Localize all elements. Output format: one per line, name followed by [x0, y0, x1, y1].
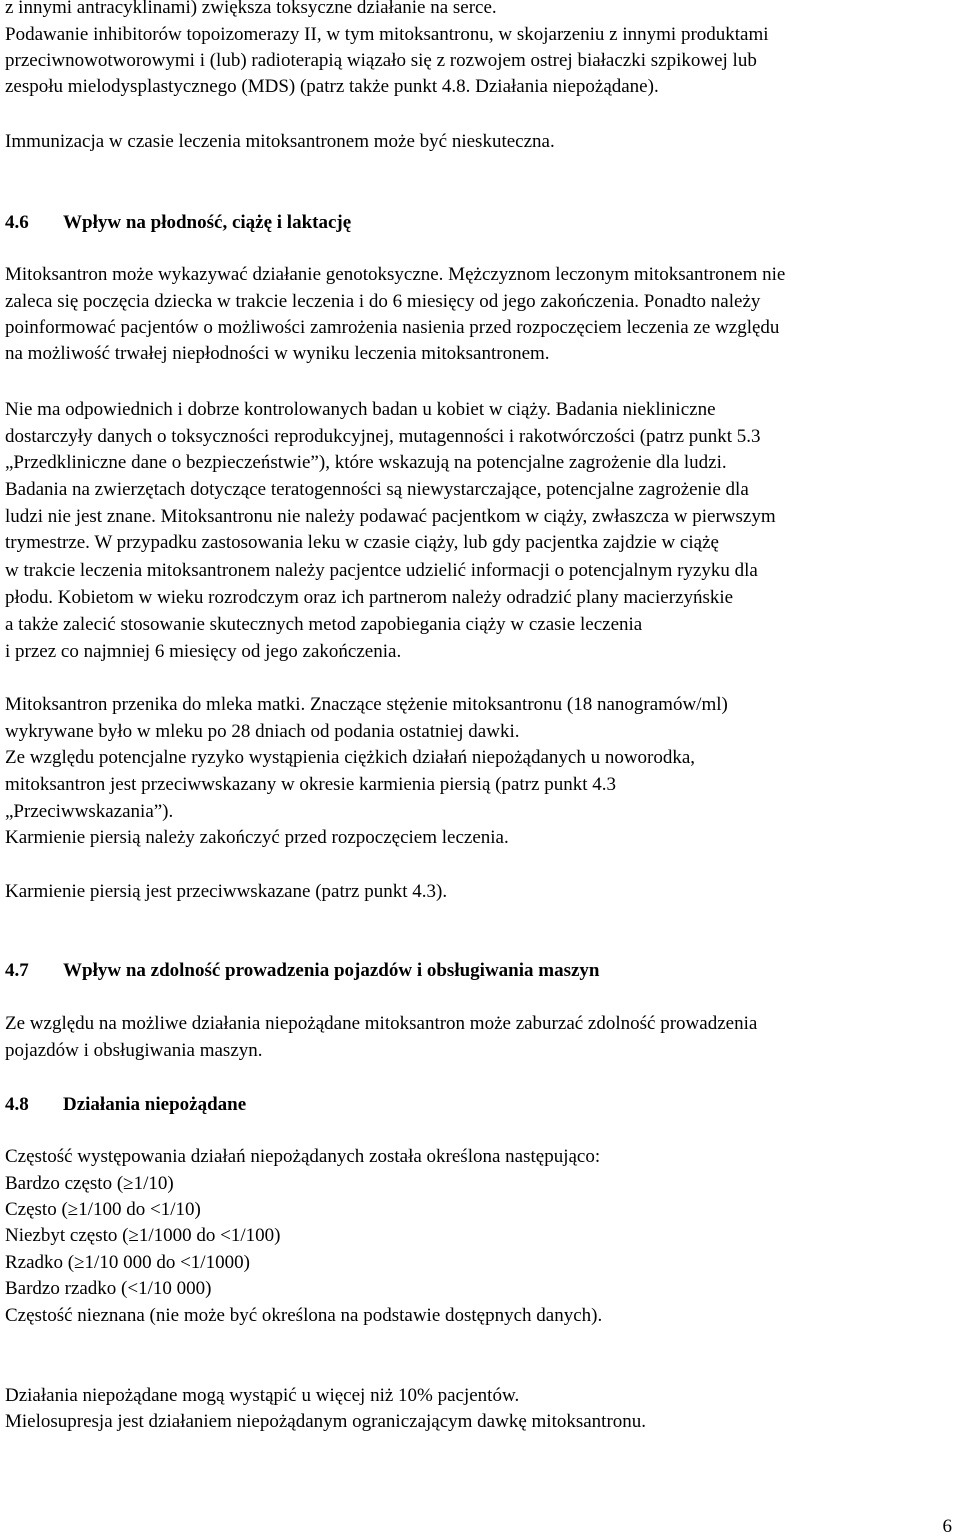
- text-line: Ze względu potencjalne ryzyko wystąpienia ciężkich działań niepożądanych u noworodka,: [5, 747, 696, 768]
- text-line: płodu. Kobietom w wieku rozrodczym oraz ich partnerom należy odradzić plany macierzyńskie: [5, 587, 734, 608]
- section-heading-4-7: [5, 958, 599, 984]
- text-line: z innymi antracyklinami) zwiększa toksyczne działanie na serce.: [5, 0, 497, 18]
- text-line: Mitoksantron przenika do mleka matki. Znaczące stężenie mitoksantronu (18 nanogramów/ml): [5, 694, 728, 715]
- frequency-item: Bardzo rzadko (<1/10 000): [5, 1278, 212, 1299]
- frequency-item: Niezbyt często (≥1/1000 do <1/100): [5, 1225, 281, 1246]
- page-number: 6: [942, 1516, 952, 1537]
- text-line: wykrywane było w mleku po 28 dniach od podania ostatniej dawki.: [5, 721, 520, 742]
- text-line: poinformować pacjentów o możliwości zamrożenia nasienia przed rozpoczęciem leczenia ze względu: [5, 317, 780, 338]
- text-line: i przez co najmniej 6 miesięcy od jego zakończenia.: [5, 641, 402, 662]
- text-line: „Przeciwwskazania”).: [5, 801, 174, 822]
- text-line: Podawanie inhibitorów topoizomerazy II, w tym mitoksantronu, w skojarzeniu z innymi produktami: [5, 24, 769, 45]
- text-line: dostarczyły danych o toksyczności reprodukcyjnej, mutagenności i rakotwórczości (patrz punkt 5.3: [5, 426, 761, 447]
- text-line: Karmienie piersią jest przeciwwskazane (patrz punkt 4.3).: [5, 881, 448, 902]
- frequency-item: Rzadko (≥1/10 000 do <1/1000): [5, 1252, 250, 1273]
- text-line: zespołu mielodysplastycznego (MDS) (patrz także punkt 4.8. Działania niepożądane).: [5, 76, 659, 97]
- text-line: na możliwość trwałej niepłodności w wyniku leczenia mitoksantronem.: [5, 343, 550, 364]
- section-title: Wpływ na zdolność prowadzenia pojazdów i obsługiwania maszyn: [63, 960, 600, 981]
- text-line: Mielosupresja jest działaniem niepożądanym ograniczającym dawkę mitoksantronu.: [5, 1411, 647, 1432]
- text-line: ludzi nie jest znane. Mitoksantronu nie należy podawać pacjentkom w ciąży, zwłaszcza w pierwszym: [5, 506, 776, 527]
- text-line: Działania niepożądane mogą wystąpić u więcej niż 10% pacjentów.: [5, 1385, 520, 1406]
- text-line: trymestrze. W przypadku zastosowania leku w czasie ciąży, lub gdy pacjentka zajdzie w ciążę: [5, 532, 719, 553]
- text-line: Częstość występowania działań niepożądanych została określona następująco:: [5, 1146, 601, 1167]
- frequency-item: Częstość nieznana (nie może być określona na podstawie dostępnych danych).: [5, 1305, 603, 1326]
- text-line: Nie ma odpowiednich i dobrze kontrolowanych badan u kobiet w ciąży. Badania niekliniczne: [5, 399, 716, 420]
- text-line: Ze względu na możliwe działania niepożądane mitoksantron może zaburzać zdolność prowadzenia: [5, 1013, 758, 1034]
- text-line: w trakcie leczenia mitoksantronem należy pacjentce udzielić informacji o potencjalnym ryzyku dla: [5, 560, 758, 581]
- text-line: Mitoksantron może wykazywać działanie genotoksyczne. Mężczyznom leczonym mitoksantronem nie: [5, 264, 786, 285]
- text-line: mitoksantron jest przeciwwskazany w okresie karmienia piersią (patrz punkt 4.3: [5, 774, 616, 795]
- section-heading-4-8: [5, 1092, 246, 1118]
- section-number: 4.6: [5, 212, 29, 233]
- text-line: Badania na zwierzętach dotyczące teratogenności są niewystarczające, potencjalne zagrożenie dla: [5, 479, 749, 500]
- text-line: pojazdów i obsługiwania maszyn.: [5, 1040, 263, 1061]
- section-number: 4.8: [5, 1094, 29, 1115]
- section-number: 4.7: [5, 960, 29, 981]
- text-line: Karmienie piersią należy zakończyć przed rozpoczęciem leczenia.: [5, 827, 509, 848]
- text-line: zaleca się poczęcia dziecka w trakcie leczenia i do 6 miesięcy od jego zakończenia. Ponadto należy: [5, 291, 761, 312]
- text-line: „Przedkliniczne dane o bezpieczeństwie”), które wskazują na potencjalne zagrożenie dla ludzi.: [5, 452, 727, 473]
- section-heading-4-6: [5, 210, 351, 236]
- section-title: Działania niepożądane: [63, 1094, 247, 1115]
- text-line: przeciwnowotworowymi i (lub) radioterapią wiązało się z rozwojem ostrej białaczki szpikowej lub: [5, 50, 757, 71]
- text-line: a także zalecić stosowanie skutecznych metod zapobiegania ciąży w czasie leczenia: [5, 614, 643, 635]
- text-line: Immunizacja w czasie leczenia mitoksantronem może być nieskuteczna.: [5, 131, 555, 152]
- section-title: Wpływ na płodność, ciążę i laktację: [63, 212, 352, 233]
- frequency-item: Bardzo często (≥1/10): [5, 1173, 174, 1194]
- frequency-item: Często (≥1/100 do <1/10): [5, 1199, 201, 1220]
